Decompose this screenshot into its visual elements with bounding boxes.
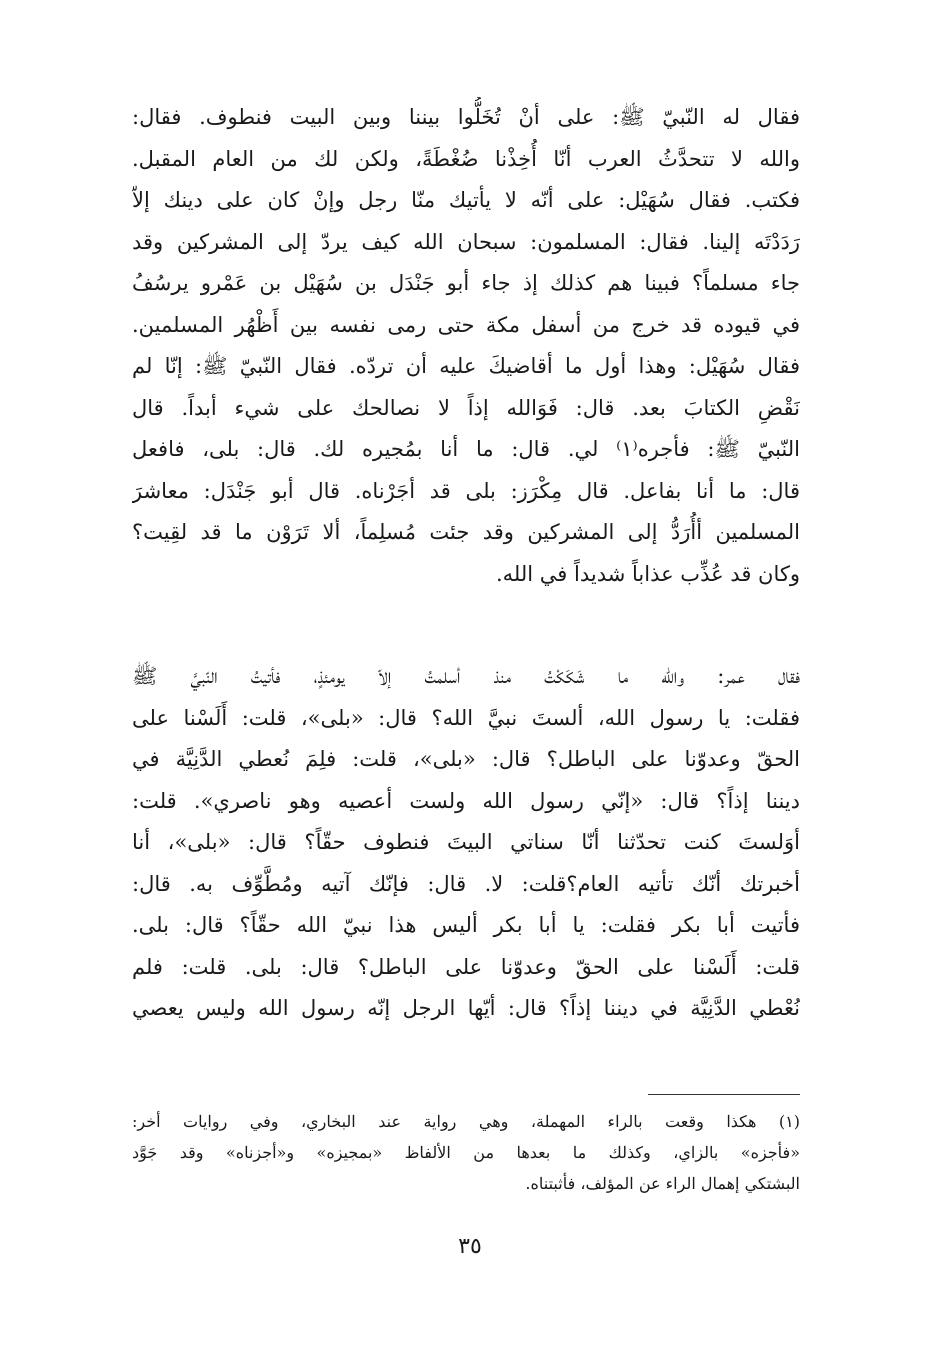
- text-line: رَدَدْتَه إلينا. فقال: المسلمون: سبحان الله كيف يردّ إلى المشركين وقد: [132, 229, 800, 254]
- text-line: قال: ما أنا بفاعل. قال مِكْرَز: بلى قد أجَرْناه. قال أبو جَنْدَل: معاشرَ: [132, 478, 800, 503]
- footnote: [132, 1106, 800, 1199]
- text-line: والله لا تتحدَّثُ العرب أنّا أُخِذْنا ضُغْطَةً، ولكن لك من العام المقبل.: [132, 146, 800, 171]
- text-line: المسلمين أأُرَدُّ إلى المشركين وقد جئت مُسلِماً، ألا تَرَوْن ما قد لقِيت؟: [132, 520, 800, 544]
- footnote-line: «فأجزه» بالزاي، وكذلك ما بعدها من الألفاظ «بمجيزه» و«أجزناه» وقد جَوَّد: [132, 1143, 800, 1162]
- text-line: ديننا إذاً؟ قال: «إنّي رسول الله ولست أعصيه وهو ناصري». قلت:: [132, 788, 800, 813]
- text-line: قلت: أَلَسْنا على الحقّ وعدوّنا على الباطل؟ قال: بلى. قلت: فلم: [132, 954, 800, 979]
- text-line: فقال له النّبيّ ﷺ: على أنْ تُخَلُّوا بيننا وبين البيت فنطوف. فقال:: [132, 105, 800, 129]
- footnote-divider: [648, 1094, 800, 1095]
- footnote-line: البشتكي إهمال الراء عن المؤلف، فأثبتناه.: [525, 1174, 800, 1193]
- paragraph-2: [132, 656, 800, 1030]
- text-line: الحقّ وعدوّنا على الباطل؟ قال: «بلى»، قلت: فلِمَ نُعطي الدَّنِيَّة في: [132, 747, 800, 771]
- footnote-line: (١) هكذا وقعت بالراء المهملة، وهي رواية عند البخاري، وفي روايات أخر:: [132, 1112, 800, 1131]
- text-line: فأتيت أبا بكر فقلت: يا أبا بكر أليس هذا نبيّ الله حقّاً؟ قال: بلى.: [132, 913, 800, 937]
- text-line: فقال سُهَيْل: وهذا أول ما أقاضيكَ عليه أن تردّه. فقال النّبيّ ﷺ: إنّا لم: [132, 354, 800, 378]
- text-line: جاء مسلماً؟ فبينا هم كذلك إذ جاء أبو جَنْدَل بن سُهَيْل بن عَمْرو يرسُفُ: [132, 271, 800, 295]
- text-line: وكان قد عُذِّب عذاباً شديداً في الله.: [495, 561, 800, 586]
- text-line: أخبرتك أنّك تأتيه العام؟قلت: لا. قال: فإنّك آتيه ومُطَّوِّف به. قال:: [132, 871, 800, 896]
- text-line: أوَلستَ كنت تحدّثنا أنّا سناتي البيتَ فنطوف حقّاً؟ قال: «بلى»، أنا: [132, 830, 800, 854]
- text-line: فكتب. فقال سُهَيْل: على أنّه لا يأتيك منّا رجل وإنْ كان على دينك إلاّ: [132, 188, 800, 212]
- text-line: نَقْضِ الكتابَ بعد. قال: فَوَالله إذاً لا نصالحك على شيء أبداً. قال: [132, 395, 800, 420]
- text-line: نُعْطي الدَّنِيَّة في ديننا إذاً؟ قال: أيّها الرجل إنّه رسول الله وليس يعصي: [132, 996, 800, 1020]
- page-number: ٣٥: [458, 1234, 482, 1259]
- text-line: فقلت: يا رسول الله، ألستَ نبيَّ الله؟ قال: «بلى»، قلت: أَلَسْنا على: [132, 705, 800, 730]
- text-line: في قيوده قد خرج من أسفل مكة حتى رمى نفسه بين أَظْهُر المسلمين.: [132, 312, 800, 337]
- text-line: النّبيّ ﷺ: فأجره⁽١⁾ لي. قال: ما أنا بمُجيره لك. قال: بلى، فافعل: [132, 437, 800, 461]
- paragraph-1: [132, 97, 800, 595]
- text-line: فقال عمر: والله ما شَكَكْتُ منذ أسلمتُ إلاّ يومئذٍ، فأتيتُ النّبيَّ ﷺ: [132, 664, 800, 688]
